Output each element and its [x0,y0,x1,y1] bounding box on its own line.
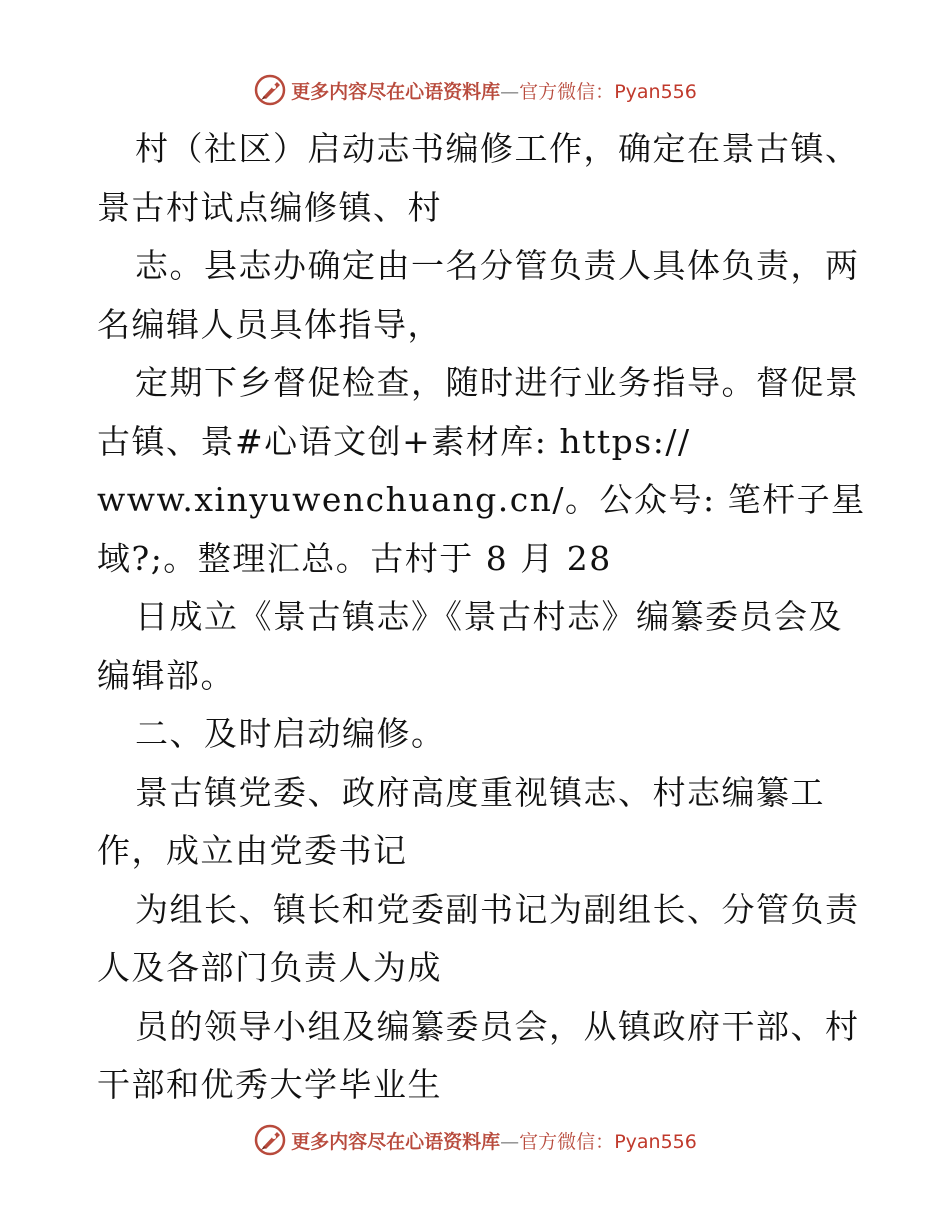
watermark-contact-id: Pyan556 [614,1130,697,1153]
watermark-text [291,1127,697,1154]
text-line: www.xinyuwenchuang.cn/。公众号: 笔杆子星 [97,480,866,519]
document-body [97,120,866,1115]
text-line: 为组长、镇长和党委副书记为副组长、分管负责 [135,889,860,929]
header-watermark [0,70,950,110]
watermark-separator: — [500,80,520,103]
text-line: 志。县志办确定由一名分管负责人具体负责，两 [135,246,860,285]
text-line: 定期下乡督促检查，随时进行业务指导。督促景 [135,363,860,402]
section-heading: 二、及时启动编修。 [135,714,446,753]
text-line: 景古村试点编修镇、村 [97,187,442,227]
quill-pen-logo-icon [253,1123,287,1157]
text-line: 村（社区）启动志书编修工作，确定在景古镇、 [135,129,860,168]
text-line: 域?;。整理汇总。古村于 8 月 28 [97,538,612,578]
watermark-brand: 更多内容尽在心语资料库 [291,80,501,103]
text-line: 人及各部门负责人为成 [97,948,442,987]
footer-watermark [0,1120,950,1160]
text-line: 干部和优秀大学毕业生 [97,1065,442,1104]
text-line: 日成立《景古镇志》《景古村志》编纂委员会及 [135,597,843,636]
text-line: 编辑部。 [97,655,235,695]
quill-pen-logo-icon [253,73,287,107]
text-line: 员的领导小组及编纂委员会，从镇政府干部、村 [135,1006,860,1046]
watermark-contact-label: 官方微信： [519,1130,615,1153]
text-line: 作，成立由党委书记 [97,831,408,870]
watermark-separator: — [500,1130,520,1153]
watermark-brand: 更多内容尽在心语资料库 [291,1130,501,1153]
watermark-contact-id: Pyan556 [614,80,697,103]
text-line: 古镇、景#心语文创+素材库: https:// [97,421,691,461]
text-line: 景古镇党委、政府高度重视镇志、村志编纂工 [135,772,825,812]
text-line: 名编辑人员具体指导， [97,304,442,344]
watermark-text [291,77,697,104]
watermark-contact-label: 官方微信： [519,80,615,103]
